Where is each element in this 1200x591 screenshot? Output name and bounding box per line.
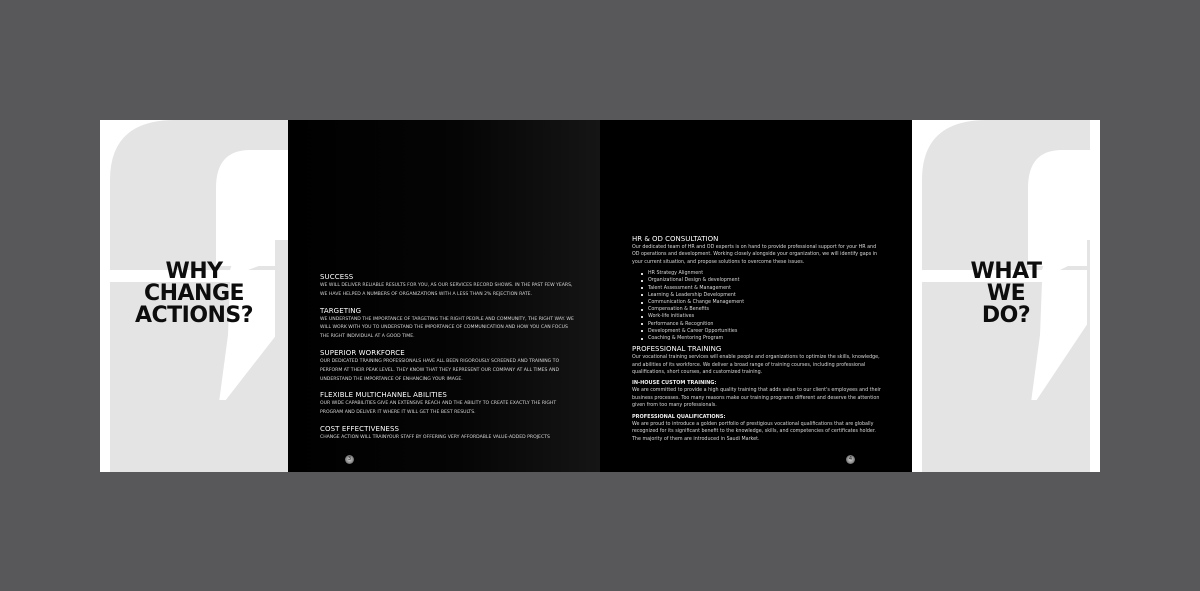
qualifications-heading: PROFESSIONAL QUALIFICATIONS:: [632, 413, 726, 420]
inhouse-training-heading: IN-HOUSE CUSTOM TRAINING:: [632, 380, 717, 387]
list-item: Talent Assessment & Management: [648, 285, 882, 292]
right-title-line-3: DO?: [981, 303, 1031, 328]
left-content-page: [288, 120, 600, 472]
section-body: OUR WIDE CAPABILITIES GIVE AN EXTENSIVE REACH AND THE ABILITY TO CREATE EXACTLY THE RIGHT PROGRAM AND DELIVER IT WHERE IT WILL GET THE BEST RESULTS.: [320, 401, 557, 416]
hr-od-services-list: [632, 270, 882, 342]
section-cost-effectiveness: [320, 425, 575, 443]
left-title-line-2: CHANGE: [143, 281, 245, 306]
right-title-line-2: WE: [986, 281, 1026, 306]
list-item: Compensation & Benefits: [648, 306, 882, 313]
section-success: [320, 273, 575, 300]
page-number-badge: 3: [345, 455, 354, 464]
right-content-page: [600, 120, 912, 472]
brochure-spread: [100, 120, 1100, 472]
list-item: Work-life initiatives: [648, 313, 882, 320]
section-heading: SUPERIOR WORKFORCE: [320, 348, 405, 357]
inhouse-training-body: We are committed to provide a high quality training that adds value to our client's employees and their business processes. Too many reasons make our training programs different and deserve the attention given from too many professionals.: [632, 388, 881, 409]
left-title-line-1: WHY: [165, 259, 223, 284]
list-item: Performance & Recognition: [648, 321, 882, 328]
page-number-badge: 4: [846, 455, 855, 464]
list-item: Organizational Design & development: [648, 277, 882, 284]
hr-od-body: Our dedicated team of HR and OD experts is on hand to provide professional support for your HR and OD operations and development. Working closely alongside your organization, we will identify gaps in your current situation, and propose solutions to overcome these issues.: [632, 245, 878, 265]
right-cover-panel: [912, 120, 1100, 472]
section-targeting: [320, 307, 575, 342]
right-title-line-1: WHAT: [970, 259, 1042, 284]
list-item: Development & Career Opportunities: [648, 328, 882, 335]
section-heading: SUCCESS: [320, 273, 354, 281]
services-content: [632, 235, 882, 447]
right-cover-title: [912, 261, 1100, 327]
left-cover-title: [100, 261, 288, 327]
section-body: CHANGE ACTION WILL TRAINYOUR STAFF BY OFFERING VERY AFFORDABLE VALUE-ADDED PROJECTS: [320, 434, 550, 440]
left-cover-panel: [100, 120, 288, 472]
qualifications-body: We are proud to introduce a golden portfolio of prestigious vocational qualifications that are globally recognized for its significant benefit to the knowledge, skills, and competencies of certificates holder. The majority of them are introduced in Saudi Market.: [632, 421, 876, 442]
section-heading: FLEXIBLE MULTICHANNEL ABILITIES: [320, 391, 447, 400]
section-superior-workforce: [320, 349, 575, 384]
section-flexible-multichannel: [320, 391, 575, 418]
list-item: HR Strategy Alignment: [648, 270, 882, 277]
list-item: Learning & Leadership Development: [648, 292, 882, 299]
benefits-list: [320, 273, 575, 450]
section-body: OUR DEDICATED TRAINING PROFESSIONALS HAVE ALL BEEN RIGOROUSLY SCREENED AND TRAINING TO PERFORM AT THEIR PEAK LEVEL. THEY KNOW THAT THEY REPRESENT OUR COMPANY AT ALL TIMES AND UNDERSTAND THE IMPORTANCE OF ENHANCING YOUR IMAGE.: [320, 358, 560, 382]
hr-od-heading: HR & OD CONSULTATION: [632, 235, 719, 243]
section-body: WE UNDERSTAND THE IMPORTANCE OF TARGETING THE RIGHT PEOPLE AND COMMUNITY, THE RIGHT WAY. WE WILL WORK WITH YOU TO UNDERSTAND THE IMPORTANCE OF COMMUNICATION AND HOW YOU CAN FOCUS THE RIGHT INDIVIDUAL AT A GOOD TIME.: [320, 316, 574, 340]
list-item: Coaching & Mentoring Program: [648, 335, 882, 342]
section-body: WE WILL DELIVER RELIABLE RESULTS FOR YOU, AS OUR SERVICES RECORD SHOWS. IN THE PAST FEW YEARS, WE HAVE HELPED A NUMBERS OF ORGANIZATIONS WITH A LESS THAN 2% REJECTION RATE.: [320, 283, 573, 297]
professional-training-heading: PROFESSIONAL TRAINING: [632, 345, 722, 354]
list-item: Communication & Change Management: [648, 299, 882, 306]
section-heading: COST EFFECTIVENESS: [320, 424, 400, 433]
professional-training-body: Our vocational training services will enable people and organizations to optimize the skills, knowledge, and abilities of its workforce. We deliver a broad range of training courses, including professional qualifications, short courses, and customized training.: [632, 355, 880, 376]
left-title-line-3: ACTIONS?: [134, 303, 254, 328]
section-heading: TARGETING: [320, 306, 362, 315]
